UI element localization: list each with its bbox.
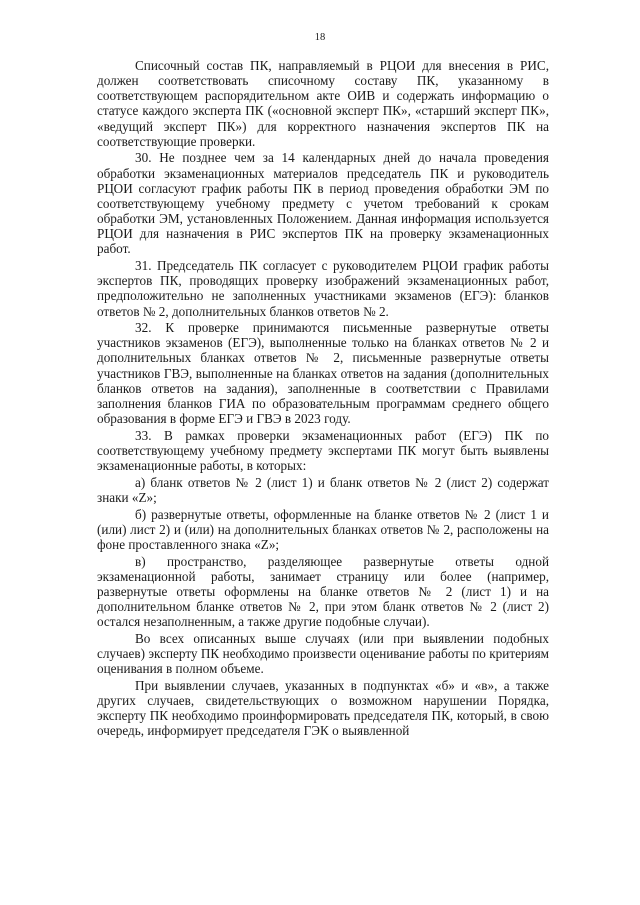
document-body — [97, 58, 549, 740]
paragraph-all-cases: Во всех описанных выше случаях (или при выявлении подобных случаев) эксперту ПК необходимо произвести оценивание работы по критериям оценивания в полном объеме. — [97, 630, 549, 677]
paragraph-30: 30. Не позднее чем за 14 календарных дней до начала проведения обработки экзаменационных материалов председатель ПК и руководитель РЦОИ согласуют график работы ПК в период проведения обработки ЭМ по соответствующему учебному предмету с учетом требований к срокам обработки ЭМ, установленных Положением. Данная информация используется РЦОИ для назначения в РИС экспертов ПК на проверку экзаменационных работ. — [97, 150, 549, 257]
paragraph-32: 32. К проверке принимаются письменные развернутые ответы участников экзаменов (ЕГЭ), выполненные только на бланках ответов № 2 и дополнительных бланках ответов № 2, письменные развернутые ответы участников ГВЭ, выполненные на бланках ответов на задания (дополнительных бланков ответов на задания), заполненные в соответствии с Правилами заполнения бланков ГИА по образовательным программам среднего общего образования в форме ЕГЭ и ГВЭ в 2023 году. — [97, 320, 549, 427]
paragraph-33-v: в) пространство, разделяющее развернутые ответы одной экзаменационной работы, занимает страницу или более (например, развернутые ответы оформлены на бланке ответов № 2 (лист 1) и на дополнительном бланке ответов № 2, при этом бланк ответов № 2 (лист 2) остался незаполненным, а также другие подобные случаи). — [97, 553, 549, 630]
paragraph-33: 33. В рамках проверки экзаменационных работ (ЕГЭ) ПК по соответствующему учебному предмету экспертами ПК могут быть выявлены экзаменационные работы, в которых: — [97, 427, 549, 474]
paragraph-31: 31. Председатель ПК согласует с руководителем РЦОИ график работы экспертов ПК, проводящих проверку изображений экзаменационных работ, предположительно не заполненных участниками экзаменов (ЕГЭ): бланков ответов № 2, дополнительных бланков ответов № 2. — [97, 258, 549, 319]
paragraph-violations: При выявлении случаев, указанных в подпунктах «б» и «в», а также других случаев, свидетельствующих о возможном нарушении Порядка, эксперту ПК необходимо проинформировать председателя ПК, который, в свою очередь, информирует председателя ГЭК о выявленной — [97, 677, 549, 739]
paragraph-33-b: б) развернутые ответы, оформленные на бланке ответов № 2 (лист 1 и (или) лист 2) и (или) на дополнительных бланках ответов № 2, расположены на фоне проставленного знака «Z»; — [97, 506, 549, 552]
page-number: 18 — [314, 32, 326, 43]
paragraph-expert-list: Списочный состав ПК, направляемый в РЦОИ для внесения в РИС, должен соответствовать списочному составу ПК, указанному в соответствующем распорядительном акте ОИВ и содержать информацию о статусе каждого эксперта ПК («основной эксперт ПК», «старший эксперт ПК», «ведущий эксперт ПК») для корректного назначения экспертов ПК на соответствующие проверки. — [97, 58, 549, 149]
paragraph-33-a: а) бланк ответов № 2 (лист 1) и бланк ответов № 2 (лист 2) содержат знаки «Z»; — [97, 474, 549, 505]
